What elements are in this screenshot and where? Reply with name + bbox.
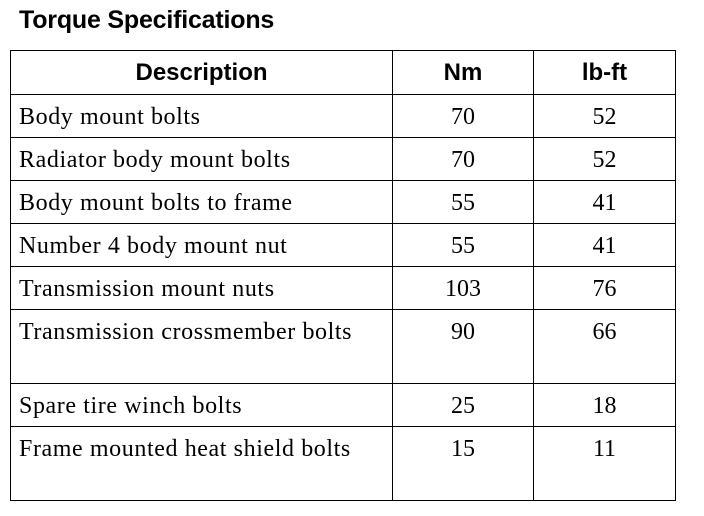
table-row — [11, 224, 676, 267]
table-row — [11, 384, 676, 427]
row-description: Body mount bolts — [11, 95, 393, 138]
table-row — [11, 138, 676, 181]
table-row — [11, 181, 676, 224]
row-description: Transmission crossmember bolts — [11, 310, 393, 384]
column-header-lbft: lb-ft — [534, 51, 676, 95]
row-lbft-value: 52 — [534, 95, 676, 138]
table-header-row — [11, 51, 676, 95]
torque-specifications-table — [10, 50, 676, 501]
row-lbft-value: 18 — [534, 384, 676, 427]
row-nm-value: 90 — [393, 310, 534, 384]
table-row — [11, 267, 676, 310]
row-nm-value: 103 — [393, 267, 534, 310]
column-header-description: Description — [11, 51, 393, 95]
column-header-nm: Nm — [393, 51, 534, 95]
row-lbft-value: 76 — [534, 267, 676, 310]
row-description: Radiator body mount bolts — [11, 138, 393, 181]
row-description: Body mount bolts to frame — [11, 181, 393, 224]
row-nm-value: 55 — [393, 181, 534, 224]
row-lbft-value: 66 — [534, 310, 676, 384]
row-description: Number 4 body mount nut — [11, 224, 393, 267]
row-description: Spare tire winch bolts — [11, 384, 393, 427]
row-description: Frame mounted heat shield bolts — [11, 427, 393, 501]
row-lbft-value: 41 — [534, 181, 676, 224]
row-nm-value: 55 — [393, 224, 534, 267]
table-row — [11, 310, 676, 384]
table-row — [11, 95, 676, 138]
row-nm-value: 70 — [393, 95, 534, 138]
page-title: Torque Specifications — [19, 6, 275, 34]
row-lbft-value: 41 — [534, 224, 676, 267]
row-lbft-value: 11 — [534, 427, 676, 501]
row-nm-value: 15 — [393, 427, 534, 501]
row-lbft-value: 52 — [534, 138, 676, 181]
table-row — [11, 427, 676, 501]
row-description: Transmission mount nuts — [11, 267, 393, 310]
row-nm-value: 70 — [393, 138, 534, 181]
row-nm-value: 25 — [393, 384, 534, 427]
